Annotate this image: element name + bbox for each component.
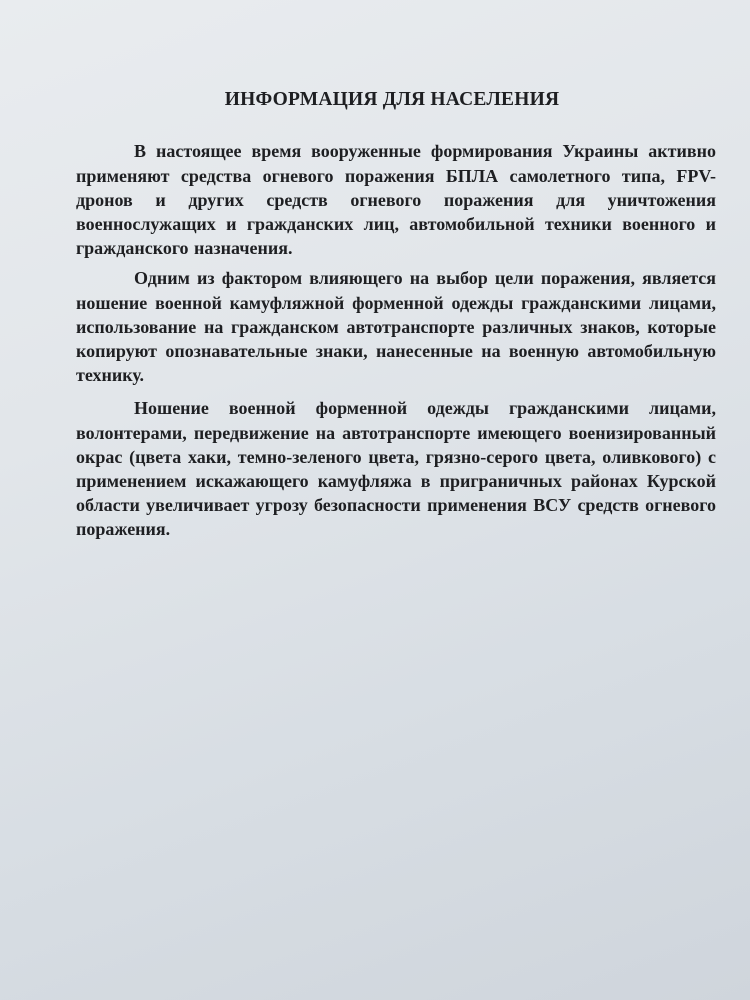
document-title: ИНФОРМАЦИЯ ДЛЯ НАСЕЛЕНИЯ — [224, 89, 560, 110]
paragraph-3: Ношение военной форменной одежды гражданскими лицами, волонтерами, передвижение на автотранспорте имеющего военизированный окрас (цвета хаки, темно-зеленого цвета, грязно-серого цвета, оливкового) с применением искажающего камуфляжа в приграничных районах Курской области увеличивает угрозу безопасности применения ВСУ средств огневого поражения. — [76, 398, 716, 540]
paragraph-1: В настоящее время вооруженные формирования Украины активно применяют средства огневого поражения БПЛА самолетного типа, FPV-дронов и других средств огневого поражения для уничтожения военнослужащих и гражданских лиц, автомобильной техники военного и гражданского назначения. — [76, 141, 716, 259]
paragraph-2: Одним из фактором влияющего на выбор цели поражения, является ношение военной камуфляжной форменной одежды гражданскими лицами, использование на гражданском автотранспорте различных знаков, которые копируют опознавательные знаки, нанесенные на военную автомобильную технику. — [76, 268, 716, 386]
